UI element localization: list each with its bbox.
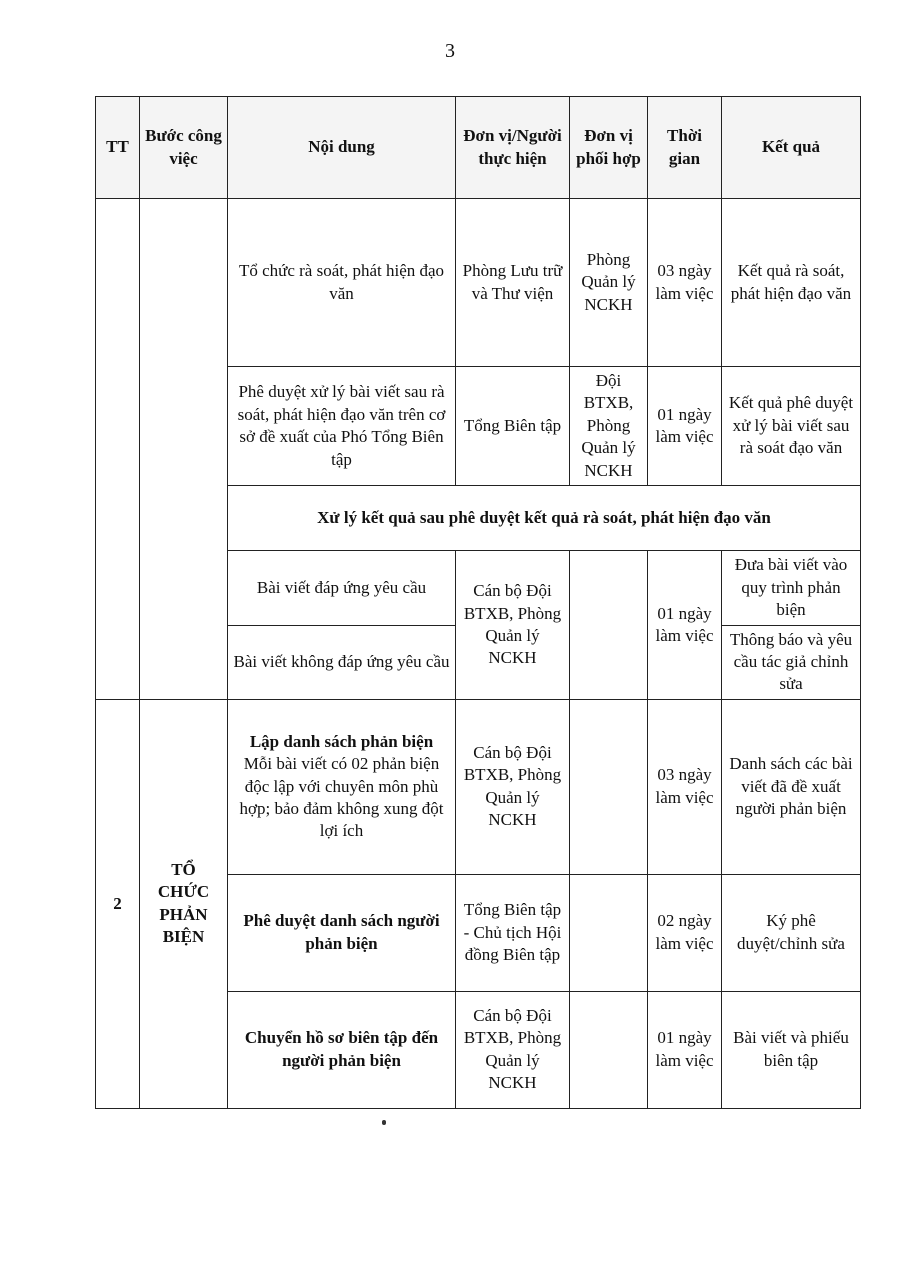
header-tt: TT [96,97,140,199]
row-result: Ký phê duyệt/chỉnh sửa [722,874,861,991]
row-content [228,699,456,874]
row-coordinator-empty [570,699,648,874]
row-time: 02 ngày làm việc [648,874,722,991]
header-coordinator: Đơn vị phối hợp [570,97,648,199]
section-number: 2 [96,699,140,1108]
row-performer: Cán bộ Đội BTXB, Phòng Quản lý NCKH [456,699,570,874]
table-row [96,699,861,874]
row-detail: Mỗi bài viết có 02 phản biện độc lập với chuyên môn phù hợp; bảo đảm không xung đột lợi ích [239,754,444,841]
row-coordinator-empty [570,551,648,700]
row-time: 03 ngày làm việc [648,699,722,874]
row-time: 01 ngày làm việc [648,551,722,700]
row-content: Bài viết không đáp ứng yêu cầu [228,625,456,699]
row-time: 03 ngày làm việc [648,199,722,367]
row-result: Kết quả phê duyệt xử lý bài viết sau rà soát đạo văn [722,367,861,486]
row-content: Phê duyệt xử lý bài viết sau rà soát, phát hiện đạo văn trên cơ sở đề xuất của Phó Tổng Biên tập [228,367,456,486]
row-performer: Tổng Biên tập [456,367,570,486]
row-performer: Cán bộ Đội BTXB, Phòng Quản lý NCKH [456,551,570,700]
table-header-row [96,97,861,199]
header-performer: Đơn vị/Người thực hiện [456,97,570,199]
row-performer: Phòng Lưu trữ và Thư viện [456,199,570,367]
subheading: Xử lý kết quả sau phê duyệt kết quả rà soát, phát hiện đạo văn [228,486,861,551]
page-number: 3 [445,40,455,62]
row-performer: Cán bộ Đội BTXB, Phòng Quản lý NCKH [456,991,570,1108]
row-time: 01 ngày làm việc [648,991,722,1108]
row-result: Đưa bài viết vào quy trình phản biện [722,551,861,625]
procedure-table [95,96,861,1109]
row-coordinator: Phòng Quản lý NCKH [570,199,648,367]
table-row [96,199,861,367]
header-content: Nội dung [228,97,456,199]
row-result: Bài viết và phiếu biên tập [722,991,861,1108]
row-title: Phê duyệt danh sách người phản biện [228,874,456,991]
row-result: Danh sách các bài viết đã đề xuất người phản biện [722,699,861,874]
step-cell-empty [140,199,228,700]
row-title: Lập danh sách phản biện [249,731,434,751]
header-step: Bước công việc [140,97,228,199]
row-content: Bài viết đáp ứng yêu cầu [228,551,456,625]
row-result: Thông báo và yêu cầu tác giả chỉnh sửa [722,625,861,699]
tt-cell-empty [96,199,140,700]
row-coordinator-empty [570,991,648,1108]
red-stamp-mark [882,690,892,800]
row-coordinator-empty [570,874,648,991]
row-time: 01 ngày làm việc [648,367,722,486]
row-result: Kết quả rà soát, phát hiện đạo văn [722,199,861,367]
row-title: Chuyển hồ sơ biên tập đến người phản biện [228,991,456,1108]
row-content: Tổ chức rà soát, phát hiện đạo văn [228,199,456,367]
header-time: Thời gian [648,97,722,199]
header-result: Kết quả [722,97,861,199]
section-step: TỔ CHỨC PHẢN BIỆN [140,699,228,1108]
row-coordinator: Đội BTXB, Phòng Quản lý NCKH [570,367,648,486]
row-performer: Tổng Biên tập - Chủ tịch Hội đồng Biên tập [456,874,570,991]
scan-speck [382,1120,386,1125]
